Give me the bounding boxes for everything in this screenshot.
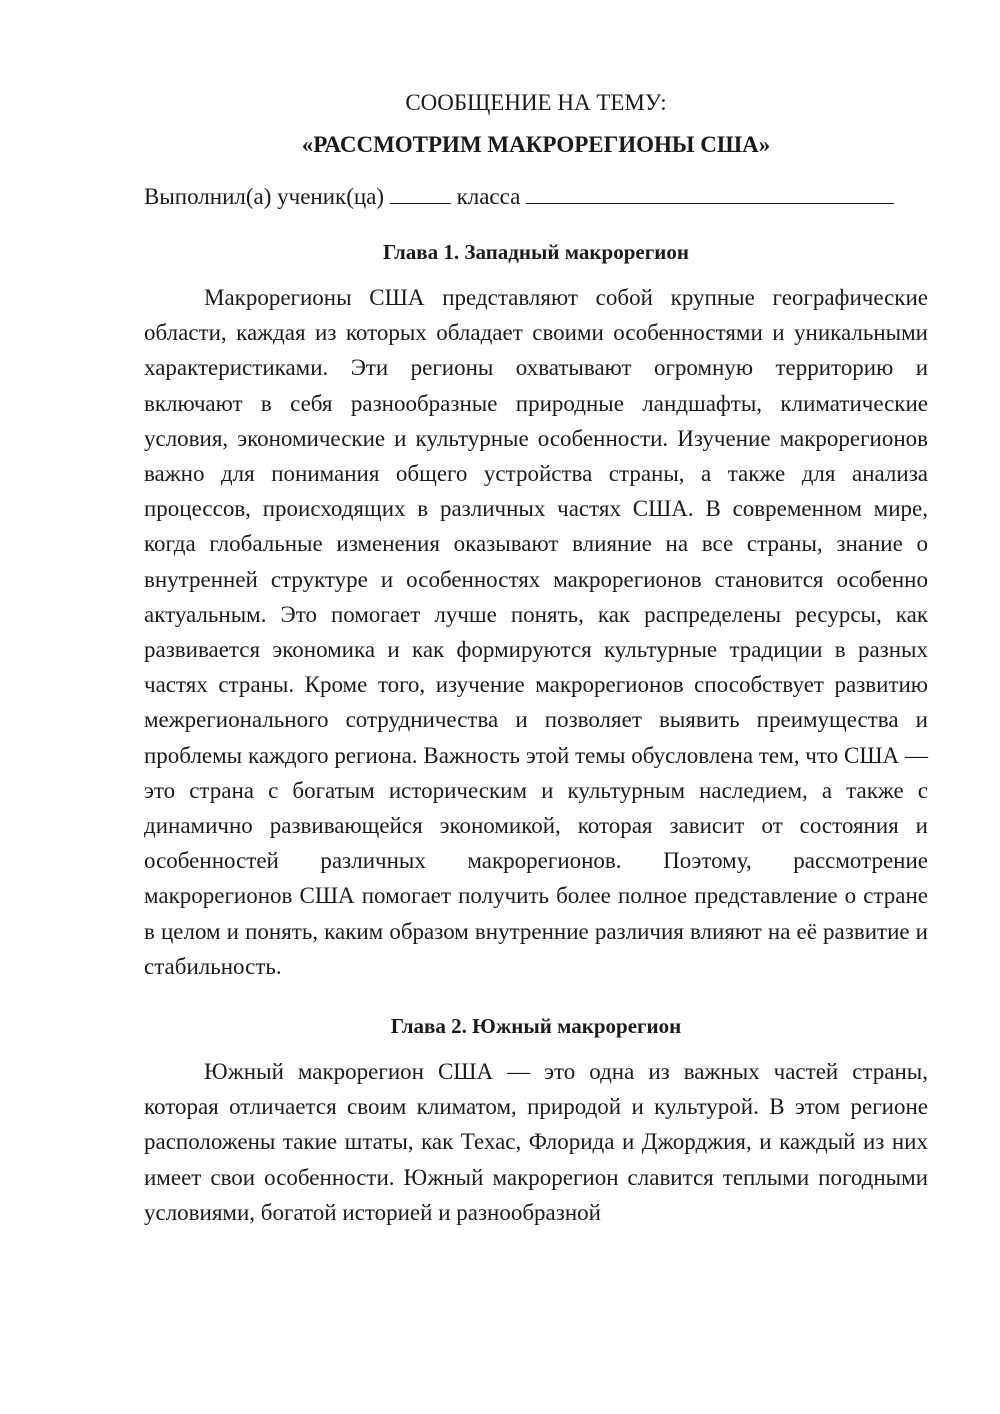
chapter-1-title: Глава 1. Западный макрорегион [383,240,689,264]
topic-label: СООБЩЕНИЕ НА ТЕМУ: [405,90,667,115]
chapter-1-text: Макрорегионы США представляют собой крупные географические области, каждая из которых обладает своими особенностями и уникальными характеристиками. Эти регионы охватывают огромную территорию и включают в себя разнообразные природные ландшафты, климатические условия, экономические и культурные особенности. Изучение макрорегионов важно для понимания общего устройства страны, а также для анализа процессов, происходящих в различных частях США. В современном мире, когда глобальные изменения оказывают влияние на все страны, знание о внутренней структуре и особенностях макрорегионов становится особенно актуальным. Это помогает лучше понять, как распределены ресурсы, как развивается экономика и как формируются культурные традиции в разных частях страны. Кроме того, изучение макрорегионов способствует развитию межрегионального сотрудничества и позволяет выявить преимущества и проблемы каждого региона. Важность этой темы обусловлена тем, что США — это страна с богатым историческим и культурным наследием, а также с динамично развивающейся экономикой, которая зависит от состояния и особенностей различных макрорегионов. Поэтому, рассмотрение макрорегионов США помогает получить более полное представление о стране в целом и понять, каким образом внутренние различия влияют на её развитие и стабильность. [144,285,928,979]
topic-title: «РАССМОТРИМ МАКРОРЕГИОНЫ США» [301,132,771,157]
name-blank [526,183,894,204]
document-page [144,88,928,1230]
chapter-2-title: Глава 2. Южный макрорегион [390,1014,682,1039]
author-line [144,182,928,212]
author-class-label: класса [456,184,521,209]
chapter-2-text: Южный макрорегион США — это одна из важных частей страны, которая отличается своим климатом, природой и культурой. В этом регионе расположены такие штаты, как Техас, Флорида и Джорджия, и каждый из них имеет свои особенности. Южный макрорегион славится теплыми погодными условиями, богатой историей и разнообразной [144,1059,928,1225]
grade-blank [390,183,451,204]
author-prefix: Выполнил(а) ученик(ца) [144,184,385,209]
